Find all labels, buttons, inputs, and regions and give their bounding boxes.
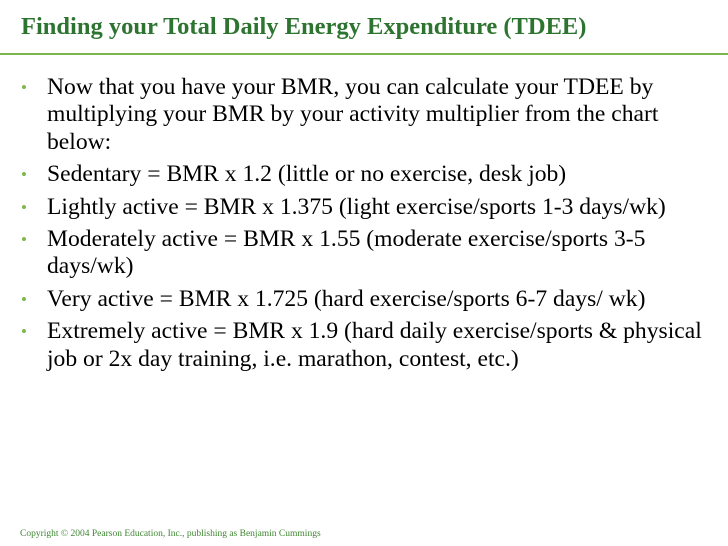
- bullet-marker: •: [21, 289, 27, 309]
- title-divider: [0, 53, 728, 55]
- bullet-text: Very active = BMR x 1.725 (hard exercise/sports 6-7 days/ wk): [47, 285, 646, 312]
- bullet-marker: •: [21, 78, 27, 97]
- bullet-text: Now that you have your BMR, you can calculate your TDEE by multiplying your BMR by your activity multiplier from the chart below:: [47, 74, 659, 155]
- bullet-text: Sedentary = BMR x 1.2 (little or no exercise, desk job): [47, 161, 567, 188]
- bullet-item: [0, 194, 707, 221]
- bullet-item: [0, 74, 707, 156]
- bullet-text: Lightly active = BMR x 1.375 (light exercise/sports 1-3 days/wk): [47, 193, 666, 220]
- bullet-text: Moderately active = BMR x 1.55 (moderate exercise/sports 3-5 days/wk): [47, 226, 646, 280]
- bullet-marker: •: [21, 322, 27, 342]
- copyright-footer: Copyright © 2004 Pearson Education, Inc., publishing as Benjamin Cummings: [20, 529, 321, 539]
- bullet-item: [0, 286, 707, 313]
- slide-title: Finding your Total Daily Energy Expenditure (TDEE): [21, 13, 587, 40]
- bullet-list: [0, 74, 728, 378]
- bullet-text: Extremely active = BMR x 1.9 (hard daily exercise/sports & physical job or 2x day training, i.e. marathon, contest, etc.): [47, 318, 702, 372]
- bullet-item: [0, 318, 707, 373]
- bullet-marker: •: [21, 230, 27, 250]
- bullet-item: [0, 161, 707, 188]
- bullet-marker: •: [21, 197, 27, 217]
- bullet-item: [0, 226, 707, 281]
- bullet-marker: •: [21, 165, 27, 185]
